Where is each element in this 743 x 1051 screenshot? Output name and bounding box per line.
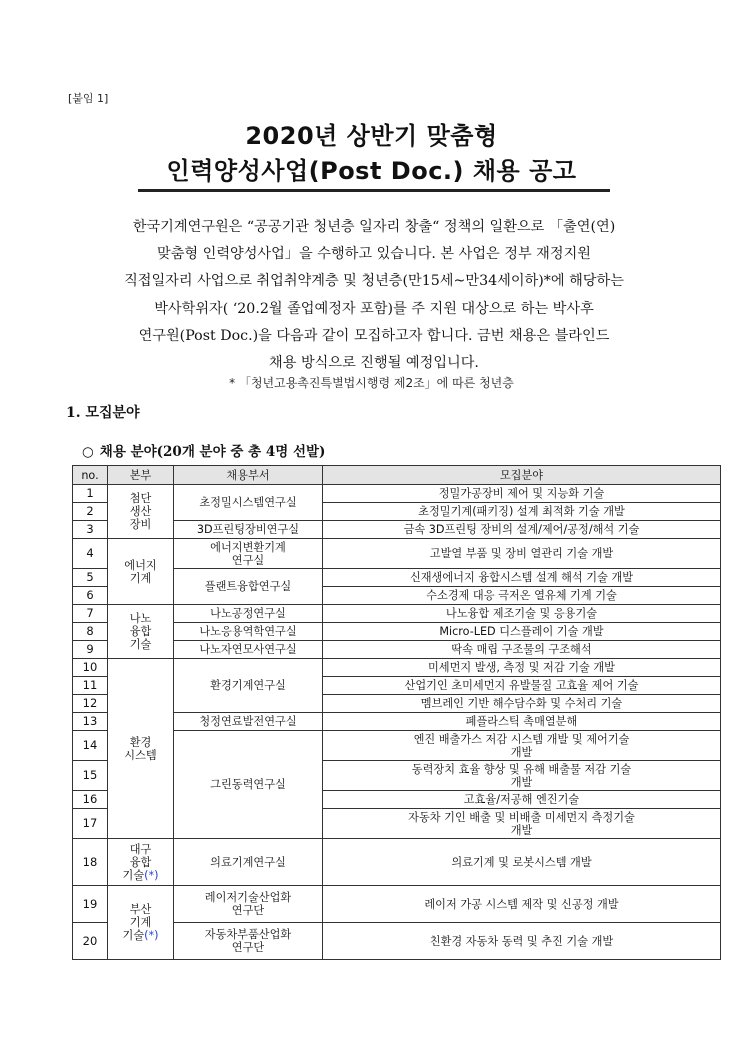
row-number: 2 (73, 503, 108, 521)
recruitment-table (72, 465, 721, 960)
row-number: 7 (73, 605, 108, 623)
row-number: 1 (73, 485, 108, 503)
field-cell: 동력장치 효율 향상 및 유해 배출물 저감 기술 개발 (323, 761, 721, 791)
table-header-row (73, 466, 721, 485)
subsection-heading-text: 채용 분야(20개 분야 중 총 4명 선발) (99, 444, 326, 460)
field-cell: 초정밀기계(패키징) 설계 최적화 기술 개발 (323, 503, 721, 521)
field-cell: 고효율/저공해 엔진기술 (323, 791, 721, 809)
division-label: 부산 기계 기술 (122, 903, 152, 942)
header-no: no. (73, 466, 108, 485)
footnote-mark: (*) (144, 929, 159, 942)
intro-line: 한국기계연구원은 “공공기관 청년층 일자리 창출“ 정책의 일환으로 「출연(연) (132, 219, 616, 235)
attachment-label: [붙임 1] (68, 92, 109, 105)
intro-line: 맞춤형 인력양성사업」을 수행하고 있습니다. 본 사업은 정부 재정지원 (156, 246, 591, 263)
division-cell: 나노 융합 기술 (108, 605, 174, 659)
field-cell: 멤브레인 기반 해수담수화 및 수처리 기술 (323, 695, 721, 713)
department-cell: 자동차부품산업화 연구단 (174, 923, 323, 960)
field-cell: 나노융합 제조기술 및 응용기술 (323, 605, 721, 623)
field-cell: 폐플라스틱 촉매열분해 (323, 713, 721, 731)
row-number: 4 (73, 539, 108, 569)
row-number: 15 (73, 761, 108, 791)
intro-paragraph (60, 214, 688, 377)
row-number: 6 (73, 587, 108, 605)
division-cell (108, 839, 174, 886)
row-number: 5 (73, 569, 108, 587)
department-cell: 3D프린팅장비연구실 (174, 521, 323, 539)
field-cell: 정밀가공장비 제어 및 지능화 기술 (323, 485, 721, 503)
row-number: 11 (73, 677, 108, 695)
field-cell: Micro-LED 디스플레이 기술 개발 (323, 623, 721, 641)
subsection-heading (82, 440, 325, 460)
department-cell: 레이저기술산업화 연구단 (174, 886, 323, 923)
page-title-line2: 인력양성사업(Post Doc.) 채용 공고 (166, 157, 577, 185)
table-row (73, 605, 721, 623)
intro-line: 연구원(Post Doc.)을 다음과 같이 모집하고자 합니다. 금번 채용은 블라인드 (138, 327, 610, 344)
department-cell: 청정연료발전연구실 (174, 713, 323, 731)
field-cell: 의료기계 및 로봇시스템 개발 (323, 839, 721, 886)
division-cell: 에너지 기계 (108, 539, 174, 605)
field-cell: 친환경 자동차 동력 및 추진 기술 개발 (323, 923, 721, 960)
table-row (73, 886, 721, 923)
department-cell: 나노자연모사연구실 (174, 641, 323, 659)
department-cell: 초정밀시스템연구실 (174, 485, 323, 521)
department-cell: 나노공정연구실 (174, 605, 323, 623)
department-cell: 에너지변환기계 연구실 (174, 539, 323, 569)
row-number: 13 (73, 713, 108, 731)
table-row (73, 539, 721, 569)
department-cell: 그린동력연구실 (174, 731, 323, 839)
row-number: 14 (73, 731, 108, 761)
footnote-mark: (*) (144, 868, 159, 882)
header-field: 모집분야 (323, 466, 721, 485)
field-cell: 딱속 매립 구조물의 구조해석 (323, 641, 721, 659)
department-cell: 플랜트융합연구실 (174, 569, 323, 605)
field-cell: 엔진 배출가스 저감 시스템 개발 및 제어기술 개발 (323, 731, 721, 761)
row-number: 3 (73, 521, 108, 539)
field-cell: 산업기인 초미세먼지 유발물질 고효율 제어 기술 (323, 677, 721, 695)
row-number: 12 (73, 695, 108, 713)
field-cell: 미세먼지 발생, 측정 및 저감 기술 개발 (323, 659, 721, 677)
division-cell: 환경 시스템 (108, 659, 174, 839)
division-label: 대구 융합 기술 (122, 842, 152, 882)
table-row (73, 485, 721, 503)
field-cell: 레이저 가공 시스템 제작 및 신공정 개발 (323, 886, 721, 923)
field-cell: 금속 3D프린팅 장비의 설계/제어/공정/해석 기술 (323, 521, 721, 539)
row-number: 17 (73, 809, 108, 839)
header-department: 채용부서 (174, 466, 323, 485)
row-number: 16 (73, 791, 108, 809)
division-cell: 첨단 생산 장비 (108, 485, 174, 539)
header-division: 본부 (108, 466, 174, 485)
row-number: 19 (73, 886, 108, 923)
title-underline (138, 189, 610, 192)
footnote: * 「청년고용촉진특별법시행령 제2조」에 따른 청년층 (229, 376, 514, 390)
section-heading: 1. 모집분야 (66, 405, 140, 421)
row-number: 10 (73, 659, 108, 677)
table-row (73, 839, 721, 886)
row-number: 9 (73, 641, 108, 659)
intro-line: 박사학위자( ‘20.2월 졸업예정자 포함)를 주 지원 대상으로 하는 박사후 (154, 300, 594, 317)
intro-line: 직접일자리 사업으로 취업취약계층 및 청년층(만15세~만34세이하)*에 해당하는 (124, 273, 624, 290)
intro-line: 채용 방식으로 진행될 예정입니다. (269, 355, 479, 372)
bullet-icon: ○ (82, 444, 94, 460)
field-cell: 자동차 기인 배출 및 비배출 미세먼지 측정기술 개발 (323, 809, 721, 839)
table-row (73, 659, 721, 677)
field-cell: 고발열 부품 및 장비 열관리 기술 개발 (323, 539, 721, 569)
field-cell: 수소경제 대응 극저온 열유체 기계 기술 (323, 587, 721, 605)
division-cell (108, 886, 174, 960)
department-cell: 나노응용역학연구실 (174, 623, 323, 641)
row-number: 18 (73, 839, 108, 886)
department-cell: 의료기계연구실 (174, 839, 323, 886)
row-number: 20 (73, 923, 108, 960)
row-number: 8 (73, 623, 108, 641)
page-title-line1: 2020년 상반기 맞춤형 (245, 122, 498, 150)
field-cell: 신재생에너지 융합시스템 설계 해석 기술 개발 (323, 569, 721, 587)
department-cell: 환경기계연구실 (174, 659, 323, 713)
